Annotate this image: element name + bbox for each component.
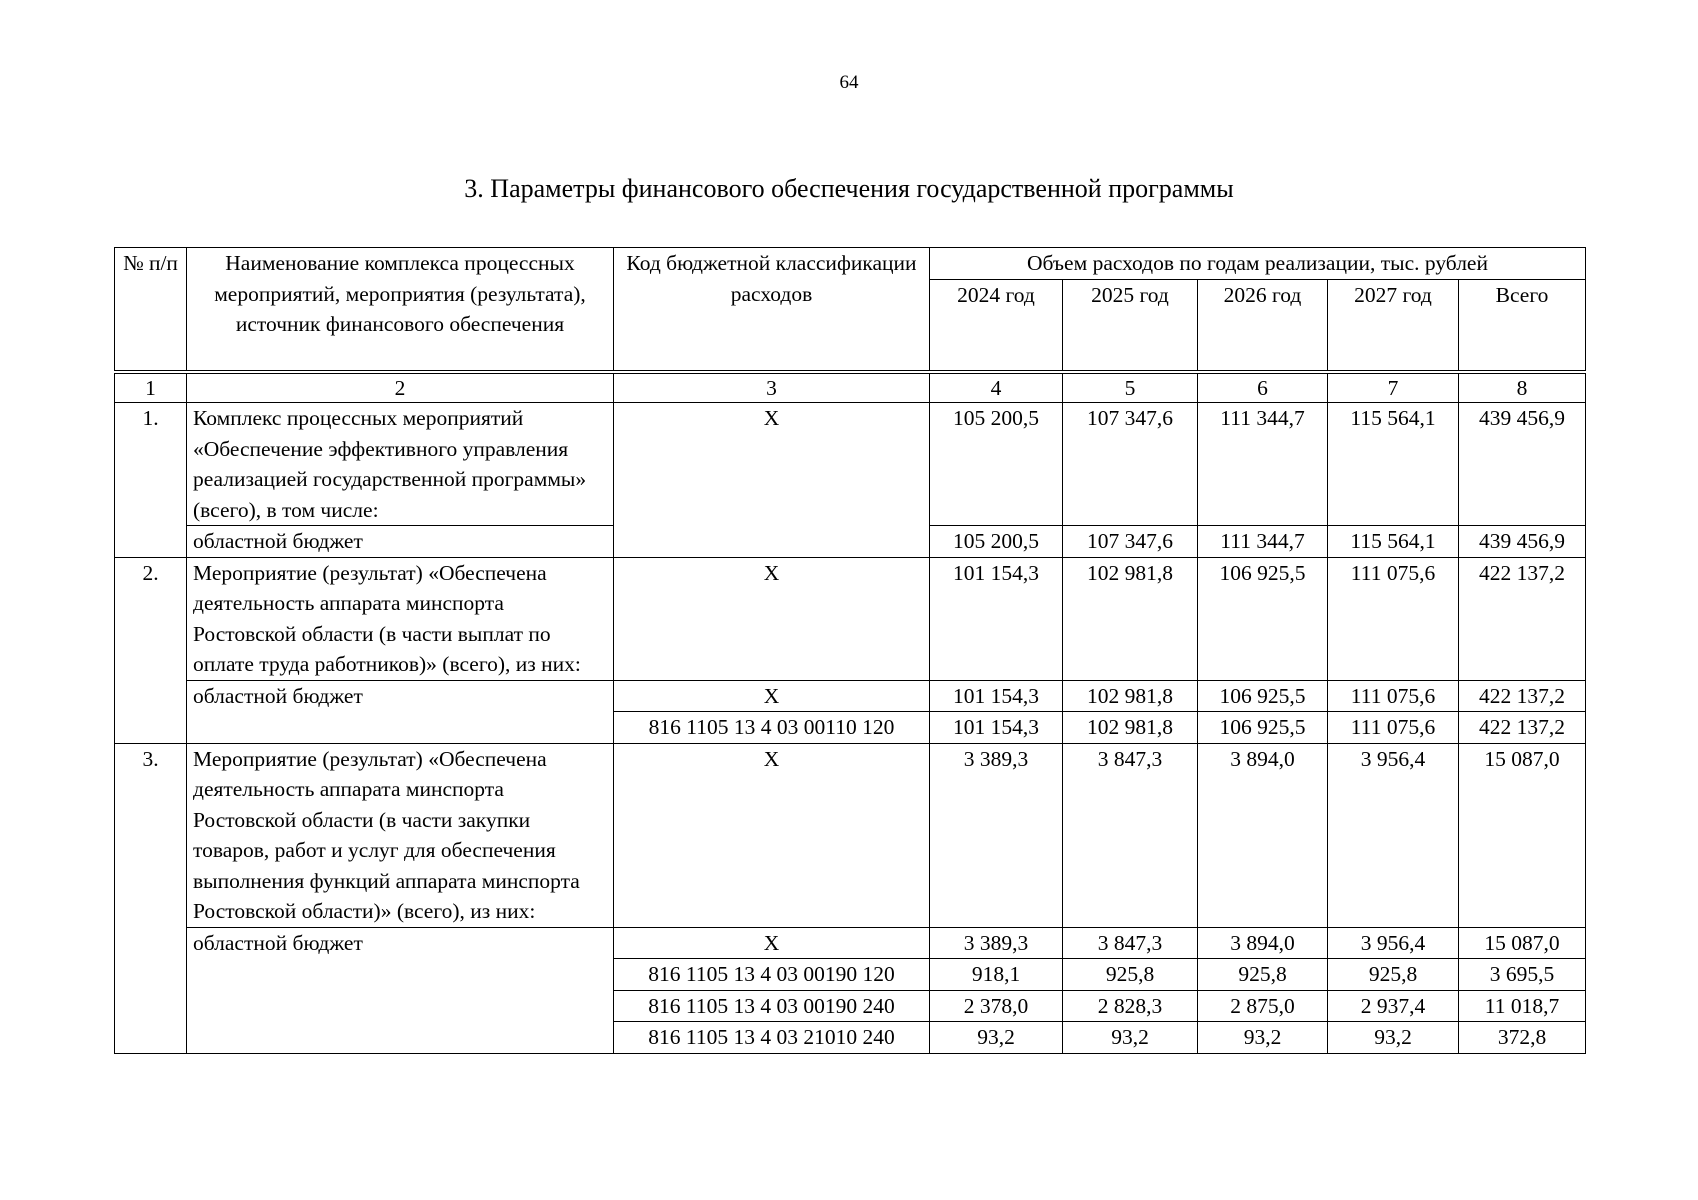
value-2027: 111 075,6 bbox=[1328, 712, 1459, 744]
row-code: 816 1105 13 4 03 00190 120 bbox=[614, 959, 930, 991]
row-name: областной бюджет bbox=[187, 680, 614, 743]
header-2024: 2024 год bbox=[930, 279, 1063, 372]
value-2024: 3 389,3 bbox=[930, 743, 1063, 927]
value-total: 422 137,2 bbox=[1459, 680, 1586, 712]
row-code: 816 1105 13 4 03 21010 240 bbox=[614, 1022, 930, 1054]
value-2025: 107 347,6 bbox=[1063, 526, 1198, 558]
value-2024: 105 200,5 bbox=[930, 526, 1063, 558]
value-2027: 111 075,6 bbox=[1328, 557, 1459, 680]
row-number: 1. bbox=[115, 403, 187, 558]
value-total: 422 137,2 bbox=[1459, 557, 1586, 680]
row-code: X bbox=[614, 680, 930, 712]
value-2024: 101 154,3 bbox=[930, 557, 1063, 680]
value-total: 439 456,9 bbox=[1459, 526, 1586, 558]
column-number: 6 bbox=[1198, 372, 1328, 403]
value-2027: 115 564,1 bbox=[1328, 403, 1459, 526]
value-2024: 2 378,0 bbox=[930, 990, 1063, 1022]
value-2025: 2 828,3 bbox=[1063, 990, 1198, 1022]
value-2025: 3 847,3 bbox=[1063, 743, 1198, 927]
row-name: Комплекс процессных мероприятий «Обеспечение эффективного управления реализацией государственной программы» (всего), в том числе: bbox=[187, 403, 614, 526]
value-2026: 3 894,0 bbox=[1198, 927, 1328, 959]
row-number: 3. bbox=[115, 743, 187, 1053]
header-name: Наименование комплекса процессных мероприятий, мероприятия (результата), источник финансового обеспечения bbox=[187, 248, 614, 373]
value-2024: 918,1 bbox=[930, 959, 1063, 991]
value-total: 15 087,0 bbox=[1459, 743, 1586, 927]
row-name: Мероприятие (результат) «Обеспечена деятельность аппарата минспорта Ростовской области (в части закупки товаров, работ и услуг для обеспечения выполнения функций аппарата минспорта Ростовской области)» (всего), из них: bbox=[187, 743, 614, 927]
value-2025: 102 981,8 bbox=[1063, 557, 1198, 680]
value-2026: 111 344,7 bbox=[1198, 526, 1328, 558]
value-2026: 106 925,5 bbox=[1198, 712, 1328, 744]
document-title: 3. Параметры финансового обеспечения государственной программы bbox=[464, 174, 1234, 203]
value-2025: 102 981,8 bbox=[1063, 680, 1198, 712]
table-row bbox=[115, 557, 1586, 680]
row-name: Мероприятие (результат) «Обеспечена деятельность аппарата минспорта Ростовской области (в части выплат по оплате труда работников)» (всего), из них: bbox=[187, 557, 614, 680]
header-volume: Объем расходов по годам реализации, тыс. рублей bbox=[930, 248, 1586, 280]
value-2026: 2 875,0 bbox=[1198, 990, 1328, 1022]
value-total: 439 456,9 bbox=[1459, 403, 1586, 526]
value-2027: 93,2 bbox=[1328, 1022, 1459, 1054]
column-number: 2 bbox=[187, 372, 614, 403]
value-2026: 925,8 bbox=[1198, 959, 1328, 991]
row-code: 816 1105 13 4 03 00110 120 bbox=[614, 712, 930, 744]
value-total: 372,8 bbox=[1459, 1022, 1586, 1054]
header-2025: 2025 год bbox=[1063, 279, 1198, 372]
row-name: областной бюджет bbox=[187, 927, 614, 1053]
header-total: Всего bbox=[1459, 279, 1586, 372]
column-number: 8 bbox=[1459, 372, 1586, 403]
row-code: X bbox=[614, 927, 930, 959]
row-code: X bbox=[614, 743, 930, 927]
value-2026: 111 344,7 bbox=[1198, 403, 1328, 526]
value-2026: 106 925,5 bbox=[1198, 680, 1328, 712]
row-code: 816 1105 13 4 03 00190 240 bbox=[614, 990, 930, 1022]
value-2027: 925,8 bbox=[1328, 959, 1459, 991]
row-code: X bbox=[614, 403, 930, 558]
value-2027: 115 564,1 bbox=[1328, 526, 1459, 558]
value-total: 422 137,2 bbox=[1459, 712, 1586, 744]
header-code: Код бюджетной классификации расходов bbox=[614, 248, 930, 373]
table-row bbox=[115, 927, 1586, 959]
value-2024: 101 154,3 bbox=[930, 680, 1063, 712]
value-2024: 105 200,5 bbox=[930, 403, 1063, 526]
value-2026: 3 894,0 bbox=[1198, 743, 1328, 927]
table-row bbox=[115, 680, 1586, 712]
column-number: 5 bbox=[1063, 372, 1198, 403]
value-total: 3 695,5 bbox=[1459, 959, 1586, 991]
value-2025: 102 981,8 bbox=[1063, 712, 1198, 744]
value-2024: 93,2 bbox=[930, 1022, 1063, 1054]
value-2025: 925,8 bbox=[1063, 959, 1198, 991]
value-2024: 101 154,3 bbox=[930, 712, 1063, 744]
table-row bbox=[115, 743, 1586, 927]
value-2026: 93,2 bbox=[1198, 1022, 1328, 1054]
financing-table bbox=[114, 247, 1586, 1054]
row-number: 2. bbox=[115, 557, 187, 743]
header-2027: 2027 год bbox=[1328, 279, 1459, 372]
value-2025: 107 347,6 bbox=[1063, 403, 1198, 526]
value-2024: 3 389,3 bbox=[930, 927, 1063, 959]
row-name: областной бюджет bbox=[187, 526, 614, 558]
column-number: 4 bbox=[930, 372, 1063, 403]
value-2027: 3 956,4 bbox=[1328, 743, 1459, 927]
value-2027: 111 075,6 bbox=[1328, 680, 1459, 712]
table-row bbox=[115, 403, 1586, 526]
header-num: № п/п bbox=[115, 248, 187, 373]
value-2026: 106 925,5 bbox=[1198, 557, 1328, 680]
value-total: 11 018,7 bbox=[1459, 990, 1586, 1022]
page-number: 64 bbox=[839, 72, 859, 93]
column-number: 3 bbox=[614, 372, 930, 403]
value-total: 15 087,0 bbox=[1459, 927, 1586, 959]
value-2027: 2 937,4 bbox=[1328, 990, 1459, 1022]
header-2026: 2026 год bbox=[1198, 279, 1328, 372]
value-2027: 3 956,4 bbox=[1328, 927, 1459, 959]
row-code: X bbox=[614, 557, 930, 680]
value-2025: 93,2 bbox=[1063, 1022, 1198, 1054]
value-2025: 3 847,3 bbox=[1063, 927, 1198, 959]
column-number: 7 bbox=[1328, 372, 1459, 403]
column-number: 1 bbox=[115, 372, 187, 403]
